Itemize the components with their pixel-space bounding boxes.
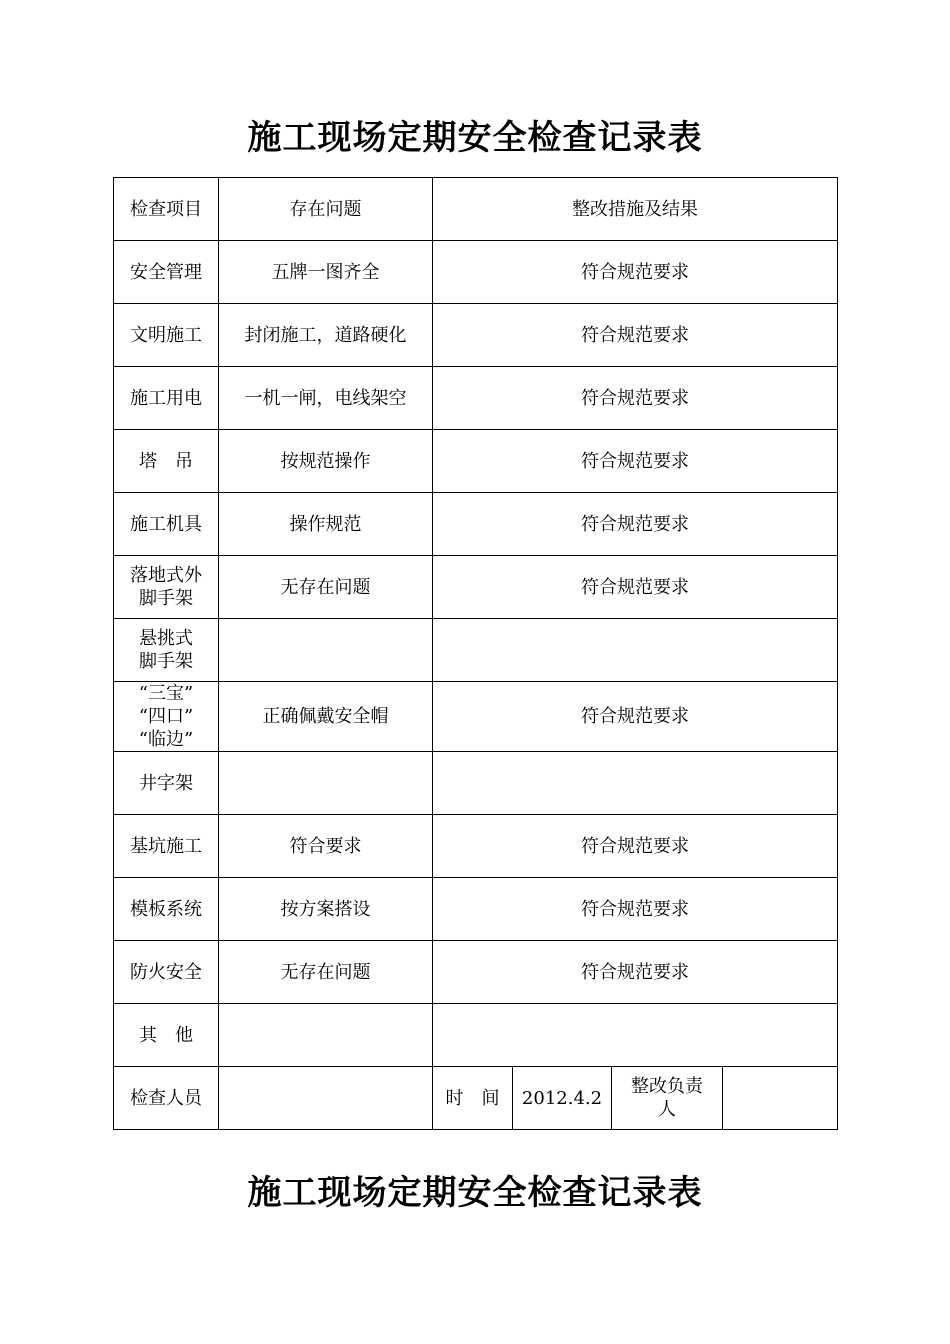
row-issue: 按规范操作 (219, 430, 433, 493)
row-item: 防火安全 (114, 941, 219, 1004)
row-measure: 符合规范要求 (433, 493, 838, 556)
row-measure: 符合规范要求 (433, 304, 838, 367)
row-item: 施工用电 (114, 367, 219, 430)
row-measure (433, 752, 838, 815)
row-item: 其 他 (114, 1004, 219, 1067)
table-row (114, 556, 838, 619)
table-row (114, 752, 838, 815)
table-row (114, 682, 838, 752)
row-issue: 符合要求 (219, 815, 433, 878)
responsible-label (612, 1067, 723, 1130)
row-measure (433, 619, 838, 682)
row-issue: 无存在问题 (219, 941, 433, 1004)
time-value: 2012.4.2 (513, 1067, 612, 1130)
row-measure: 符合规范要求 (433, 815, 838, 878)
row-issue (219, 1004, 433, 1067)
table-row (114, 619, 838, 682)
row-issue: 五牌一图齐全 (219, 241, 433, 304)
row-item-line: 悬挑式 (139, 628, 193, 649)
row-item: 文明施工 (114, 304, 219, 367)
table-row (114, 878, 838, 941)
row-item-line: “三宝” (138, 683, 194, 704)
row-item (114, 619, 219, 682)
row-item: 模板系统 (114, 878, 219, 941)
row-item-line: 落地式外 (130, 565, 202, 586)
row-item: 施工机具 (114, 493, 219, 556)
row-item-line: “临边” (138, 729, 194, 750)
row-issue (219, 619, 433, 682)
table-footer-row (114, 1067, 838, 1130)
row-measure: 符合规范要求 (433, 556, 838, 619)
row-issue: 无存在问题 (219, 556, 433, 619)
row-measure: 符合规范要求 (433, 682, 838, 752)
header-item: 检查项目 (114, 178, 219, 241)
table-row (114, 941, 838, 1004)
row-item: 安全管理 (114, 241, 219, 304)
page-title-repeat: 施工现场定期安全检查记录表 (247, 1173, 703, 1213)
row-issue: 一机一闸，电线架空 (219, 367, 433, 430)
row-measure: 符合规范要求 (433, 941, 838, 1004)
row-issue: 封闭施工，道路硬化 (219, 304, 433, 367)
inspector-label: 检查人员 (114, 1067, 219, 1130)
row-measure: 符合规范要求 (433, 241, 838, 304)
page-title: 施工现场定期安全检查记录表 (247, 118, 703, 158)
row-issue: 正确佩戴安全帽 (219, 682, 433, 752)
table-row (114, 1004, 838, 1067)
row-measure (433, 1004, 838, 1067)
row-item-line: 脚手架 (139, 651, 193, 672)
table-row (114, 430, 838, 493)
responsible-label-line: 人 (658, 1099, 676, 1120)
row-measure: 符合规范要求 (433, 878, 838, 941)
row-item: 井字架 (114, 752, 219, 815)
table-row (114, 493, 838, 556)
table-row (114, 241, 838, 304)
table-header-row (114, 178, 838, 241)
table-row (114, 304, 838, 367)
row-item: 基坑施工 (114, 815, 219, 878)
header-measure: 整改措施及结果 (433, 178, 838, 241)
row-issue (219, 752, 433, 815)
row-issue: 操作规范 (219, 493, 433, 556)
inspector-value (219, 1067, 433, 1130)
responsible-value (723, 1067, 838, 1130)
row-issue: 按方案搭设 (219, 878, 433, 941)
table-row (114, 367, 838, 430)
row-item: 塔 吊 (114, 430, 219, 493)
header-issue: 存在问题 (219, 178, 433, 241)
row-measure: 符合规范要求 (433, 367, 838, 430)
row-item (114, 682, 219, 752)
table-row (114, 815, 838, 878)
row-measure: 符合规范要求 (433, 430, 838, 493)
row-item-line: 脚手架 (139, 588, 193, 609)
row-item (114, 556, 219, 619)
inspection-record-table (113, 177, 838, 1130)
time-label: 时 间 (433, 1067, 513, 1130)
responsible-label-line: 整改负责 (631, 1076, 703, 1097)
row-item-line: “四口” (138, 706, 194, 727)
